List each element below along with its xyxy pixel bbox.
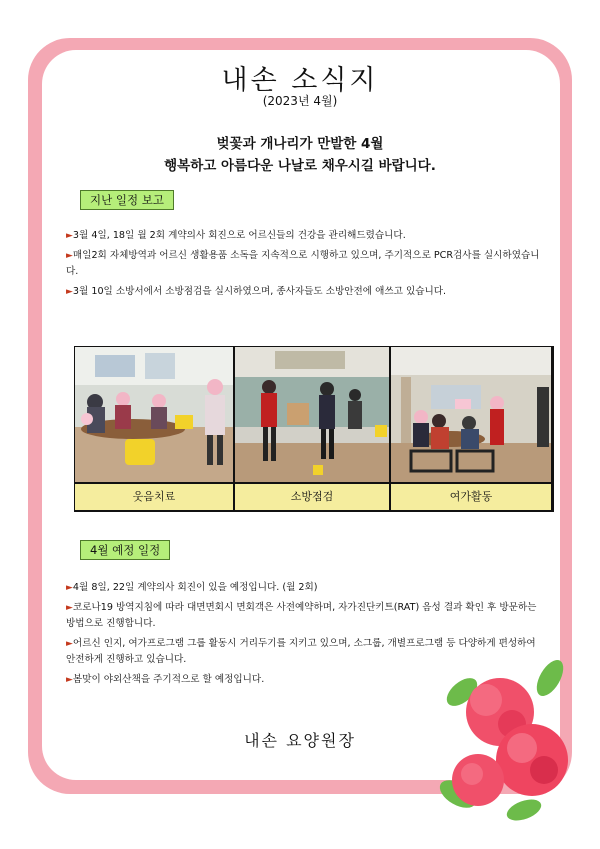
list-item: ►4월 8일, 22일 계약의사 회진이 있을 예정입니다. (월 2회) [66,582,318,593]
greeting-line-1: 벚꽃과 개나리가 만발한 4월 [216,136,384,152]
section-label-past: 지난 일정 보고 [80,190,174,210]
signature: 내손 요양원장 [244,731,356,750]
section-label-upcoming: 4월 예정 일정 [80,540,170,560]
list-item: ►3월 4일, 18일 월 2회 계약의사 회진으로 어르신들의 건강을 관리해드렸습니다. [66,230,406,241]
carnation-flower-icon [432,652,582,836]
photo-caption: 소방점검 [235,484,389,510]
photo-laughter-therapy [75,347,233,482]
list-item: ►코로나19 방역지침에 따라 대면면회시 면회객은 사전예약하며, 자가진단키트(RAT) 음성 결과 확인 후 방문하는 방법으로 진행합니다. [66,602,537,629]
bullet-arrow-icon: ► [66,251,73,261]
photo-fire-inspection [235,347,389,482]
bullet-arrow-icon: ► [66,287,73,297]
photo-caption: 여가활동 [391,484,551,510]
list-item: ►3월 10일 소방서에서 소방점검을 실시하였으며, 종사자들도 소방안전에 애쓰고 있습니다. [66,286,447,297]
list-item: ►매일2회 자체방역과 어르신 생활용품 소독을 지속적으로 시행하고 있으며, 주기적으로 PCR검사를 실시하였습니다. [66,250,540,277]
past-schedule-list [66,228,544,304]
bullet-arrow-icon: ► [66,603,73,613]
newsletter-title: 내손 소식지 [221,65,379,96]
photo-table [74,346,554,512]
photo-leisure-activity [391,347,551,482]
bullet-arrow-icon: ► [66,639,73,649]
list-item: ►어르신 인지, 여가프로그램 그룹 활동시 거리두기를 지키고 있으며, 소그룹, 개별프로그램 등 다양하게 편성하여 안전하게 진행하고 있습니다. [66,638,536,665]
greeting-line-2: 행복하고 아름다운 나날로 채우시길 바랍니다. [164,158,436,174]
photo-caption: 웃음치료 [75,484,233,510]
bullet-arrow-icon: ► [66,231,73,241]
bullet-arrow-icon: ► [66,675,73,685]
bullet-arrow-icon: ► [66,583,73,593]
list-item: ►봄맞이 야외산책을 주기적으로 할 예정입니다. [66,674,265,685]
newsletter-date: (2023년 4월) [262,94,338,108]
